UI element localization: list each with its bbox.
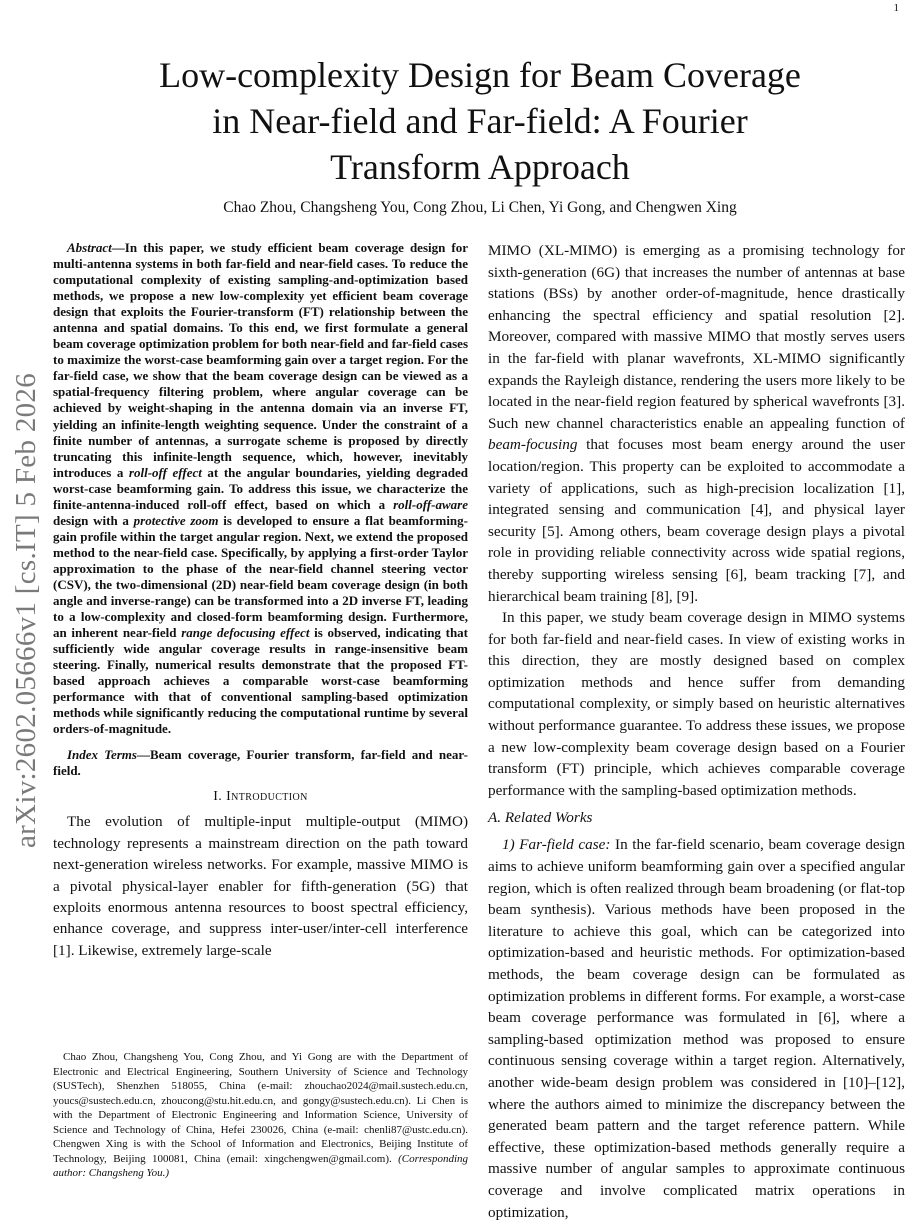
corresponding-author-note: (Corresponding author: Changsheng You.) xyxy=(53,1152,468,1179)
intro-paragraph-continued xyxy=(488,240,905,607)
paragraph-text: that focuses most beam energy around the user location/region. This property can be exploited to accommodate a variety of applications, such as high-precision localization [1], integrated sensing and communication [4], and physical layer security [5]. Among others, beam coverage design plays a pivotal role in providing reliable connectivity across wide spatial regions, thereby supporting wireless sensing [6], beam tracking [7], and hierarchical beam training [8], [9]. xyxy=(488,436,905,605)
paragraph-emphasis: beam-focusing xyxy=(488,436,578,454)
abstract-label: Abstract xyxy=(67,240,112,255)
footnote-text: Chao Zhou, Changsheng You, Cong Zhou, and Yi Gong are with the Department of Electronic and Electrical Engineering, Southern University of Science and Technology (SUSTech), Shenzhen 518055, China (e-mail: zhouchao2024@mail.sustech.edu.cn, youcs@sustech.edu.cn, zhoucong@stu.hit.edu.cn, and gongy@sustech.edu.cn). Li Chen is with the Department of Electronic Engineering and Information Science, University of Science and Technology of China, Hefei 230026, China (e-mail: chenli87@ustc.edu.cn). Chengwen Xing is with the School of Information and Electronics, Beijing Institute of Technology, Beijing 100081, China (email: xingchengwen@gmail.com). xyxy=(53,1051,468,1165)
left-column xyxy=(53,240,468,961)
right-column xyxy=(488,240,905,1223)
paragraph-text: In the far-field scenario, beam coverage design aims to achieve uniform beamforming gain over a specified angular region, which is often realized through beam broadening (or flat-top beam synthesis). Various methods have been proposed in the literature to achieve this goal, which can be categorized into optimization-based and heuristic methods. For optimization-based methods, the beam coverage design can be formulated as optimization problems in different forms. For example, a worst-case beam coverage performance was formulated in [6], where a sampling-based optimization method was proposed to ensure continuous sensing coverage within a target region. Alternatively, another wide-beam design problem was considered in [10]–[12], where the authors aimed to minimize the discrepancy between the generated beam pattern and the target reference pattern. While effective, these optimization-based methods generally require a massive number of angular samples to approximate continuous coverage and involve complicated matrix operations in optimization, xyxy=(488,836,905,1221)
intro-paragraph: In this paper, we study beam coverage design in MIMO systems for both far-field and near-field cases. In view of existing works in this direction, they are mostly designed based on complex optimization methods and hence suffer from demanding computational complexity, or simply based on heuristic alternatives without performance guarantee. To address these issues, we propose a new low-complexity beam coverage design based on a Fourier transform (FT) principle, which achieves comparable coverage performance with the sampling-based optimization methods. xyxy=(488,609,905,799)
abstract-text: at the angular boundaries, yielding degraded worst-case beamforming gain. To address this issue, we characterize the finite-antenna-induced roll-off effect, based on which a xyxy=(53,464,468,512)
abstract-text: design with a xyxy=(53,512,134,528)
abstract-emphasis: roll-off effect xyxy=(128,464,202,480)
abstract-text: is developed to ensure a flat beamforming-gain profile within the target angular region. Next, we extend the proposed method to the near-field case. Specifically, by applying a first-order Taylor approximation to the phase of the near-field channel steering vector (CSV), the two-dimensional (2D) near-field beam coverage design (in both angle and inverse-range) can be transformed into a 2D inverse FT, leading to a low-complexity and closed-form beamforming design. Furthermore, an inherent near-field xyxy=(53,512,468,641)
section-heading-introduction: I. Introduction xyxy=(213,789,308,805)
author-footnote xyxy=(53,1050,468,1181)
index-terms xyxy=(53,747,468,779)
author-list: Chao Zhou, Changsheng You, Cong Zhou, Li Chen, Yi Gong, and Chengwen Xing xyxy=(223,199,737,216)
abstract-emphasis: roll-off-aware xyxy=(393,496,468,512)
paragraph-heading-far-field: 1) Far-field case: xyxy=(502,836,611,854)
arxiv-identifier: arXiv:2602.05666v1 [cs.IT] 5 Feb 2026 xyxy=(10,372,43,848)
abstract-emphasis: range defocusing effect xyxy=(181,625,310,641)
index-terms-text: —Beam coverage, Fourier transform, far-field and near-field. xyxy=(53,747,468,779)
subsection-heading-related-works: A. Related Works xyxy=(488,809,593,827)
index-terms-label: Index Terms xyxy=(67,747,137,763)
related-works-paragraph xyxy=(488,834,905,1223)
abstract-emphasis: protective zoom xyxy=(133,512,219,528)
arxiv-stamp xyxy=(2,330,52,890)
abstract-text: —In this paper, we study efficient beam coverage design for multi-antenna systems in both far-field and near-field cases. To reduce the computational complexity of existing sampling-and-optimization based methods, we propose a new low-complexity yet efficient beam coverage design that exploits the Fourier-transform (FT) relationship between the antenna and spatial domains. To this end, we first formulate a general beam coverage optimization problem for both near-field and far-field cases to maximize the worst-case beamforming gain over a target region. For the far-field case, we show that the beam coverage design can be viewed as a spatial-frequency filtering problem, where angular coverage can be achieved by weight-shaping in the antenna domain via an inverse FT, yielding an infinite-length weighting sequence. Under the constraint of a finite number of antennas, a surrogate scheme is proposed by directly truncating this infinite-length sequence, which, however, inevitably introduces a xyxy=(53,240,468,480)
page-number: 1 xyxy=(893,2,899,14)
intro-paragraph: The evolution of multiple-input multiple-output (MIMO) technology represents a mainstream direction on the path toward next-generation wireless networks. For example, massive MIMO is a pivotal physical-layer enabler for fifth-generation (5G) that exploits enormous antenna resources to boost spectral efficiency, enhance coverage, and suppress inter-user/inter-cell interference [1]. Likewise, extremely large-scale xyxy=(53,813,468,959)
abstract xyxy=(53,240,468,737)
paper-title: Low-complexity Design for Beam Coverage in Near-field and Far-field: A Fourier Transform Approach xyxy=(159,55,801,187)
paragraph-text: MIMO (XL-MIMO) is emerging as a promising technology for sixth-generation (6G) that increases the number of antennas at base stations (BSs) by another order-of-magnitude, hence drastically enhancing the spectral efficiency and spatial resolution [2]. Moreover, compared with massive MIMO that mostly serves users in the far-field with planar wavefronts, XL-MIMO significantly expands the Rayleigh distance, rendering the users more likely to be located in the near-field region featured by spherical wavefronts [3]. Such new channel characteristics enable an appealing function of xyxy=(488,242,905,432)
abstract-text: is observed, indicating that sufficiently wide angular coverage results in range-insensitive beam steering. Finally, numerical results demonstrate that the proposed FT-based approach achieves a comparable worst-case beamforming performance with that of conventional sampling-based optimization methods while significantly reducing the computational runtime by several orders-of-magnitude. xyxy=(53,625,469,737)
